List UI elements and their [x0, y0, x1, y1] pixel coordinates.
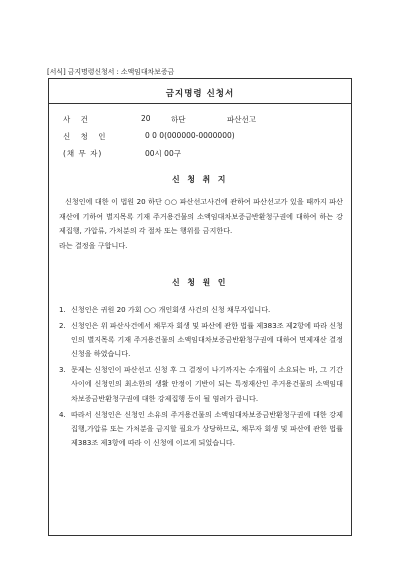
case-year: 20 — [141, 114, 151, 123]
case-type: 파산선고 — [227, 115, 256, 124]
document-title: 금지명령 신청서 — [165, 89, 235, 99]
case-number: 하단 — [171, 115, 186, 124]
reason-item: 2. 신청인은 위 파산사건에서 채무자 회생 및 파산에 관한 법률 제383조 제2항에 따라 신청인의 별지목록 기재 주거용건물의 소액임대차보증금반환청구권에 대하여 면제재산 결정 신청을 하였습니다. — [59, 320, 343, 359]
reason-text: 신청인은 귀원 20 가회 ○○ 개인회생 사건의 신청 채무자입니다. — [71, 305, 271, 314]
form-label: [서식] 금지명령신청서 : 소액임대차보증금 — [47, 68, 175, 76]
reason-text: 따라서 신청인은 신청인 소유의 주거용건물의 소액임대차보증금반환청구권에 대한 강제집행,가압류 또는 가처분을 금지할 필요가 상당하므로, 채무자 회생 및 파산에 관한 법률 제383조 제3항에 따라 이 신청에 이르게 되었습니다. — [71, 409, 343, 448]
debtor-value: 00시 00구 — [145, 149, 181, 158]
purpose-body: 신청인에 대한 이 법원 20 하단 ○○ 파산선고사건에 관하여 파산선고가 있을 때까지 파산재산에 기하여 별지목록 기재 주거용건물의 소액임대차보증금반환청구권에 대하여 하는 강제집행, 가압류, 가처분의 각 절차 또는 행위를 금지한다. — [59, 197, 343, 235]
debtor-label: (채 무 자) — [63, 149, 103, 158]
case-label: 사 건 — [63, 115, 92, 124]
purpose-section — [59, 195, 343, 253]
reasons-list — [59, 303, 343, 452]
reasons-heading: 신 청 원 인 — [172, 278, 228, 287]
applicant-label: 신 청 인 — [63, 132, 110, 141]
reason-item: 3. 문제는 신청인이 파산선고 신청 후 그 결정이 나기까지는 수개월이 소요되는 바, 그 기간 사이에 신청인의 최소한의 생활 안정이 기반이 되는 특정재산인 주거용건물의 소액임대차보증금반환청구권에 대한 강제집행 등이 될 염려가 큽니다. — [59, 365, 343, 403]
purpose-heading: 신 청 취 지 — [172, 175, 228, 184]
purpose-closing: 라는 결정을 구합니다. — [59, 240, 128, 250]
application-form — [48, 78, 352, 536]
title-divider — [49, 103, 351, 104]
reason-item: 4. 따라서 신청인은 신청인 소유의 주거용건물의 소액임대차보증금반환청구권에 대한 강제집행,가압류 또는 가처분을 금지할 필요가 상당하므로, 채무자 회생 및 파산에 관한 법률 제383조 제3항에 따라 이 신청에 이르게 되었습니다. — [59, 409, 343, 448]
reason-text: 신청인은 위 파산사건에서 채무자 회생 및 파산에 관한 법률 제383조 제2항에 따라 신청인의 별지목록 기재 주거용건물의 소액임대차보증금반환청구권에 대하여 면제재산 결정 신청을 하였습니다. — [71, 320, 343, 359]
reason-item: 1. 신청인은 귀원 20 가회 ○○ 개인회생 사건의 신청 채무자입니다. — [59, 305, 271, 314]
reason-text: 문제는 신청인이 파산선고 신청 후 그 결정이 나기까지는 수개월이 소요되는 바, 그 기간 사이에 신청인의 최소한의 생활 안정이 기반이 되는 특정재산인 주거용건물의 소액임대차보증금반환청구권에 대한 강제집행 등이 될 염려가 큽니다. — [71, 365, 343, 403]
applicant-value: 0 0 0(000000-0000000) — [145, 131, 235, 140]
